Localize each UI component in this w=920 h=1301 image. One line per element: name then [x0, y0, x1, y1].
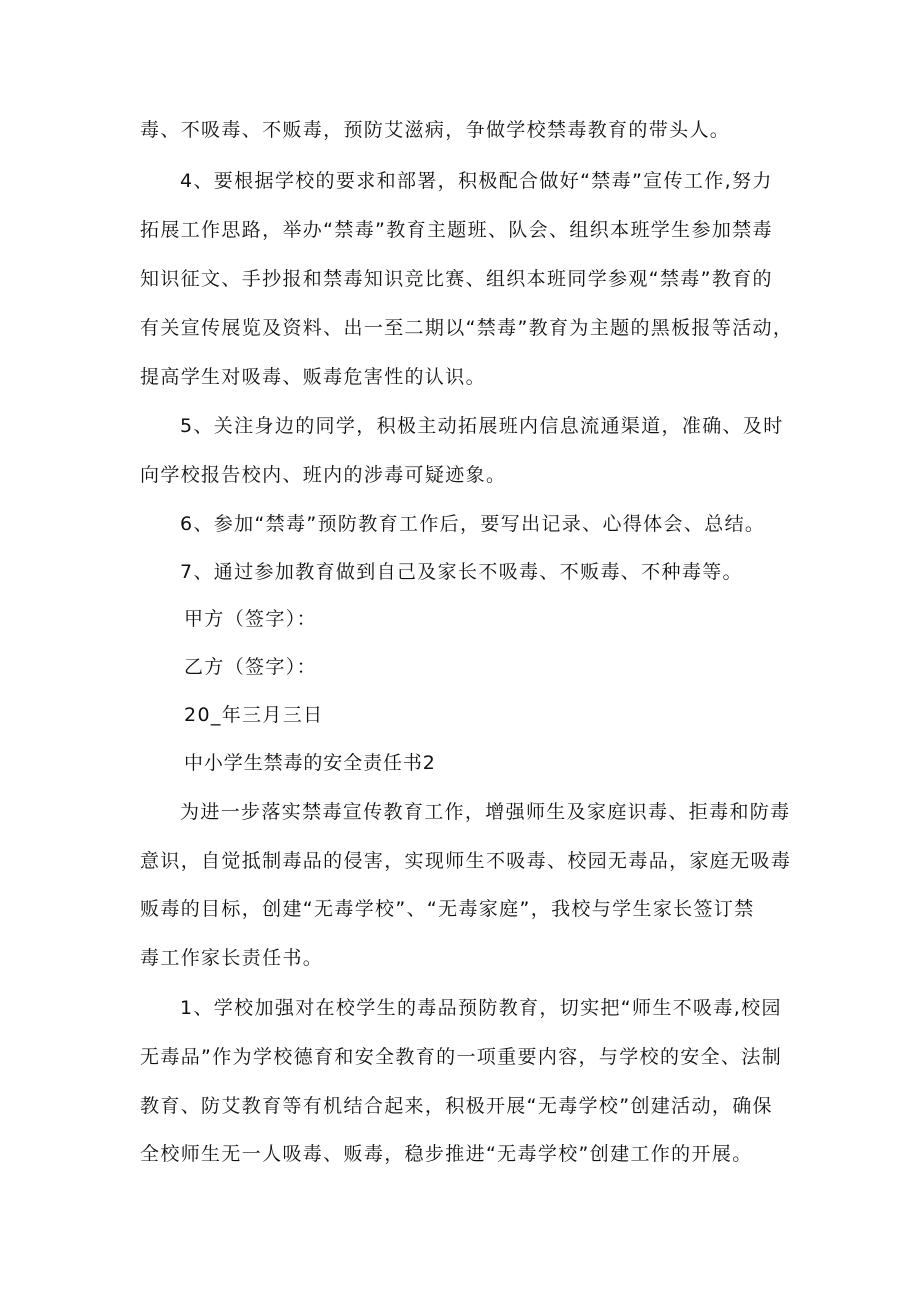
section-title: 中小学生禁毒的安全责任书2 [184, 752, 436, 774]
paragraph-line: 拓展工作思路，举办“禁毒”教育主题班、队会、组织本班学生参加禁毒 [140, 219, 773, 241]
paragraph-line: 毒、不吸毒、不贩毒，预防艾滋病，争做学校禁毒教育的带头人。 [140, 119, 731, 141]
paragraph-line: 1、学校加强对在校学生的毒品预防教育，切实把“师生不吸毒,校园 [180, 997, 782, 1019]
paragraph-line: 7、通过参加教育做到自己及家长不吸毒、不贩毒、不种毒等。 [180, 561, 743, 583]
paragraph-line: 4、要根据学校的要求和部署，积极配合做好“禁毒”宣传工作,努力 [180, 170, 773, 192]
paragraph-line: 教育、防艾教育等有机结合起来，积极开展“无毒学校”创建活动，确保 [140, 1095, 773, 1117]
signature-date: 20_年三月三日 [184, 704, 324, 726]
paragraph-line: 向学校报告校内、班内的涉毒可疑迹象。 [140, 464, 507, 486]
paragraph-line: 毒工作家长责任书。 [140, 947, 324, 969]
paragraph-line: 有关宣传展览及资料、出一至二期以“禁毒”教育为主题的黑板报等活动， [140, 317, 794, 339]
paragraph-line: 无毒品”作为学校德育和安全教育的一项重要内容，与学校的安全、法制 [140, 1046, 783, 1068]
paragraph-line: 6、参加“禁毒”预防教育工作后，要写出记录、心得体会、总结。 [180, 513, 766, 535]
paragraph-line: 意识，自觉抵制毒品的侵害，实现师生不吸毒、校园无毒品，家庭无吸毒 [140, 850, 792, 872]
paragraph-line: 贩毒的目标，创建“无毒学校”、“无毒家庭”，我校与学生家长签订禁 [140, 898, 755, 920]
paragraph-line: 全校师生无一人吸毒、贩毒，稳步推进“无毒学校”创建工作的开展。 [140, 1143, 753, 1165]
signature-party-a: 甲方（签字）： [184, 608, 317, 630]
paragraph-line: 提高学生对吸毒、贩毒危害性的认识。 [140, 366, 486, 388]
paragraph-line: 为进一步落实禁毒宣传教育工作，增强师生及家庭识毒、拒毒和防毒 [180, 801, 791, 823]
signature-party-b: 乙方（签字）： [184, 656, 317, 678]
paragraph-line: 知识征文、手抄报和禁毒知识竞比赛、组织本班同学参观“禁毒”教育的 [140, 268, 773, 290]
paragraph-line: 5、关注身边的同学，积极主动拓展班内信息流通渠道，准确、及时 [180, 415, 784, 437]
